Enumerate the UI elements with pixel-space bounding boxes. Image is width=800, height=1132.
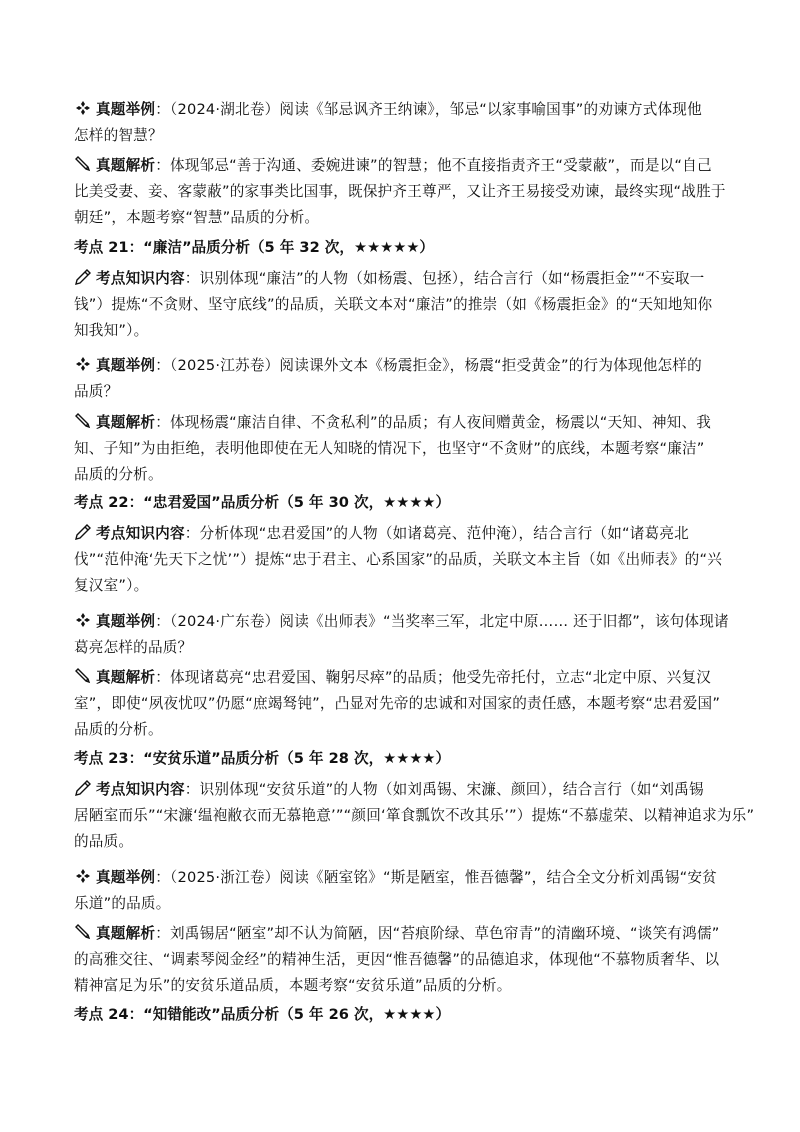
exam-analysis xyxy=(74,665,734,743)
section-heading: 考点 21：“廉洁”品质分析（5 年 32 次，★★★★★） xyxy=(74,239,435,256)
knowledge-label: 考点知识内容 xyxy=(96,781,185,798)
text-line: 品质的分析。 xyxy=(74,466,163,483)
section-heading: 考点 23：“安贫乐道”品质分析（5 年 28 次，★★★★） xyxy=(74,750,451,767)
pencil-icon xyxy=(74,156,92,172)
text-line: 的品质。 xyxy=(74,833,134,850)
text-line: 品质？ xyxy=(74,383,119,400)
text-line: 知我知”）。 xyxy=(74,322,149,339)
text-line: 真题解析：体现邹忌“善于沟通、委婉进谏”的智慧；他不直接指责齐王“受蒙蔽”，而是以“自己 xyxy=(74,153,734,179)
text-line: 真题解析：刘禹锡居“陋室”却不认为简陋，因“苔痕阶绿、草色帘青”的清幽环境、“谈笑有鸿儒” xyxy=(74,921,734,947)
text-line: 真题举例：（2024·广东卷）阅读《出师表》“当奖率三军，北定中原…… 还于旧都”，该句体现诸 xyxy=(74,609,734,635)
text-line: 钱”）提炼“不贪财、坚守底线”的品质，关联文本对“廉洁”的推崇（如《杨震拒金》的“天知地知你 xyxy=(74,296,713,313)
knowledge-content xyxy=(74,777,755,855)
text-line: 精神富足为乐”的安贫乐道品质，本题考察“安贫乐道”品质的分析。 xyxy=(74,977,512,994)
exam-analysis xyxy=(74,410,734,488)
pen-icon xyxy=(74,780,92,796)
text-line: 葛亮怎样的品质？ xyxy=(74,639,193,656)
text-line: 考点知识内容：识别体现“安贫乐道”的人物（如刘禹锡、宋濂、颜回），结合言行（如“刘禹锡 xyxy=(74,777,734,803)
text-line: 居陋室而乐”“宋濂‘缊袍敝衣而无慕艳意’”“颜回‘箪食瓢饮不改其乐’”）提炼“不慕虚荣、以精神追求为乐” xyxy=(74,807,755,824)
analysis-label: 真题解析 xyxy=(96,414,156,431)
exam-analysis xyxy=(74,153,734,231)
text-line: 的高雅交往、“调素琴阅金经”的精神生活，更因“惟吾德馨”的品德追求，体现他“不慕物质奢华、以 xyxy=(74,951,720,968)
text-line: 真题解析：体现杨震“廉洁自律、不贪私利”的品质；有人夜间赠黄金，杨震以“天知、神知、我 xyxy=(74,410,734,436)
text-line: 室”，即使“夙夜忧叹”仍愿“庶竭驽钝”，凸显对先帝的忠诚和对国家的责任感，本题考察“忠君爱国” xyxy=(74,695,721,712)
text-line: 真题举例：（2025·江苏卷）阅读课外文本《杨震拒金》，杨震“拒受黄金”的行为体现他怎样的 xyxy=(74,353,734,379)
knowledge-label: 考点知识内容 xyxy=(96,525,185,542)
analysis-label: 真题解析 xyxy=(96,669,156,686)
exam-analysis xyxy=(74,921,734,999)
text-line: 乐道”的品质。 xyxy=(74,895,171,912)
example-label: 真题举例 xyxy=(96,357,156,374)
pen-icon xyxy=(74,524,92,540)
diamond-bullet-icon xyxy=(74,100,92,116)
knowledge-label: 考点知识内容 xyxy=(96,270,185,287)
pencil-icon xyxy=(74,413,92,429)
exam-example xyxy=(74,609,734,661)
example-label: 真题举例 xyxy=(96,869,156,886)
text-line: 朝廷”，本题考察“智慧”品质的分析。 xyxy=(74,209,320,226)
example-label: 真题举例 xyxy=(96,101,156,118)
diamond-bullet-icon xyxy=(74,868,92,884)
section-heading: 考点 24：“知错能改”品质分析（5 年 26 次，★★★★） xyxy=(74,1006,451,1023)
text-line: 考点知识内容：分析体现“忠君爱国”的人物（如诸葛亮、范仲淹），结合言行（如“诸葛亮北 xyxy=(74,521,734,547)
pencil-icon xyxy=(74,668,92,684)
diamond-bullet-icon xyxy=(74,356,92,372)
diamond-bullet-icon xyxy=(74,612,92,628)
text-line: 真题解析：体现诸葛亮“忠君爱国、鞠躬尽瘁”的品质；他受先帝托付，立志“北定中原、兴复汉 xyxy=(74,665,734,691)
text-line: 比美受妻、妾、客蒙蔽”的家事类比国事，既保护齐王尊严，又让齐王易接受劝谏，最终实现“战胜于 xyxy=(74,183,726,200)
pencil-icon xyxy=(74,924,92,940)
text-line: 真题举例：（2024·湖北卷）阅读《邹忌讽齐王纳谏》，邹忌“以家事喻国事”的劝谏方式体现他 xyxy=(74,97,734,123)
pen-icon xyxy=(74,269,92,285)
exam-example xyxy=(74,353,734,405)
text-line: 真题举例：（2025·浙江卷）阅读《陋室铭》“斯是陋室，惟吾德馨”，结合全文分析刘禹锡“安贫 xyxy=(74,865,734,891)
analysis-label: 真题解析 xyxy=(96,157,156,174)
text-line: 怎样的智慧？ xyxy=(74,127,163,144)
text-line: 考点知识内容：识别体现“廉洁”的人物（如杨震、包拯），结合言行（如“杨震拒金”“不妄取一 xyxy=(74,266,734,292)
exam-example xyxy=(74,97,734,149)
section-heading: 考点 22：“忠君爱国”品质分析（5 年 30 次，★★★★） xyxy=(74,494,451,511)
analysis-label: 真题解析 xyxy=(96,925,156,942)
knowledge-content xyxy=(74,266,734,344)
example-label: 真题举例 xyxy=(96,613,156,630)
text-line: 伐”“范仲淹‘先天下之忧’”）提炼“忠于君主、心系国家”的品质，关联文本主旨（如《出师表》的“兴 xyxy=(74,551,722,568)
text-line: 复汉室”）。 xyxy=(74,577,149,594)
text-line: 品质的分析。 xyxy=(74,721,163,738)
exam-example xyxy=(74,865,734,917)
text-line: 知、子知”为由拒绝，表明他即使在无人知晓的情况下，也坚守“不贪财”的底线，本题考察“廉洁” xyxy=(74,440,705,457)
knowledge-content xyxy=(74,521,734,599)
